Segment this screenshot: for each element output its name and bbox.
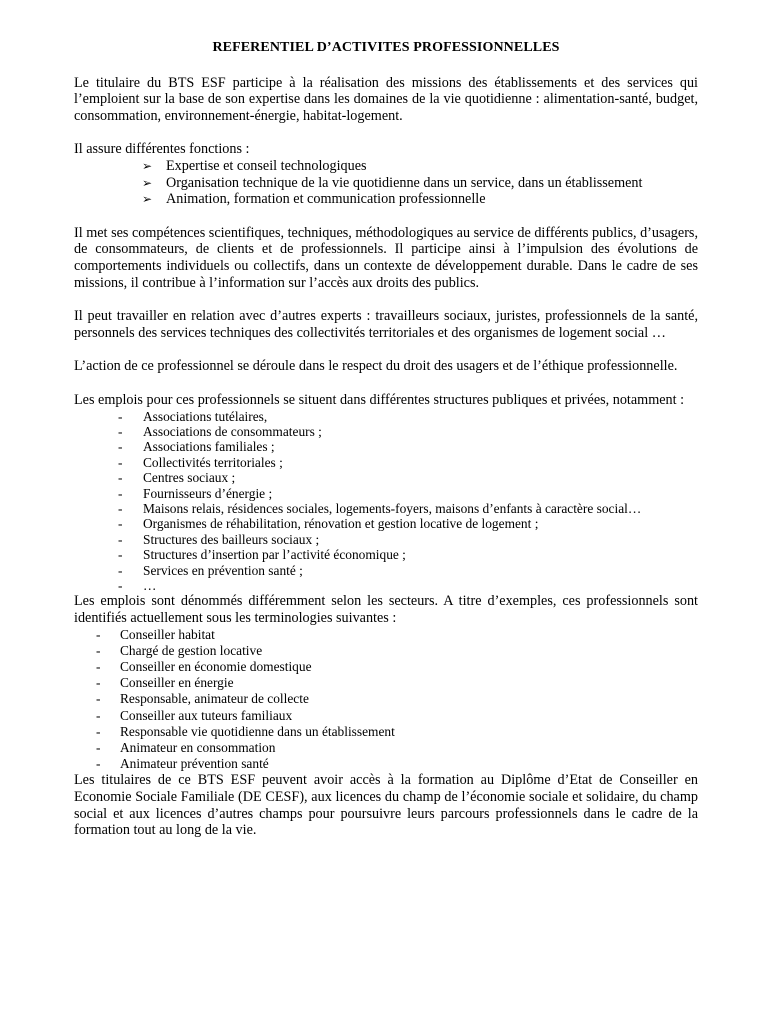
dash-bullet-icon: -	[118, 408, 123, 424]
structure-label: …	[143, 577, 157, 593]
structure-label: Associations familiales ;	[143, 439, 275, 455]
list-item	[74, 659, 698, 675]
arrow-bullet-icon: ➢	[142, 175, 153, 190]
functions-list	[74, 158, 698, 208]
job-label: Chargé de gestion locative	[120, 642, 263, 658]
list-item	[74, 424, 698, 439]
list-item	[74, 486, 698, 501]
structures-list	[74, 409, 698, 594]
dash-bullet-icon: -	[96, 707, 101, 723]
list-item	[74, 708, 698, 724]
intro-paragraph: Le titulaire du BTS ESF participe à la réalisation des missions des établissements et des services qui l’emploient sur la base de son expertise dans les domaines de la vie quotidienne : alimentation-santé, budget, consommation, environnement-énergie, habitat-logement.	[74, 74, 698, 124]
functions-label: Il assure différentes fonctions :	[74, 141, 250, 158]
job-label: Conseiller aux tuteurs familiaux	[120, 707, 293, 723]
dash-bullet-icon: -	[118, 485, 123, 501]
dash-bullet-icon: -	[118, 531, 123, 547]
document-page	[74, 40, 698, 856]
dash-bullet-icon: -	[96, 739, 101, 755]
dash-bullet-icon: -	[96, 642, 101, 658]
dash-bullet-icon: -	[118, 516, 123, 532]
dash-bullet-icon: -	[96, 626, 101, 642]
dash-bullet-icon: -	[96, 756, 101, 772]
list-item	[142, 158, 698, 175]
arrow-bullet-icon: ➢	[142, 158, 153, 173]
dash-bullet-icon: -	[118, 439, 123, 455]
dash-bullet-icon: -	[96, 675, 101, 691]
list-item	[74, 691, 698, 707]
list-item	[74, 547, 698, 562]
list-item	[74, 501, 698, 516]
dash-bullet-icon: -	[118, 500, 123, 516]
structure-label: Associations tutélaires,	[143, 408, 268, 424]
structure-label: Maisons relais, résidences sociales, logements-foyers, maisons d’enfants à caractère social…	[143, 500, 642, 516]
list-item	[74, 724, 698, 740]
dash-bullet-icon: -	[118, 470, 123, 486]
list-item	[74, 756, 698, 772]
function-label: Expertise et conseil technologiques	[166, 157, 367, 174]
denominations-paragraph: Les emplois sont dénommés différemment selon les secteurs. A titre d’exemples, ces professionnels sont identifiés actuellement sous les terminologies suivantes :	[74, 593, 698, 626]
list-item	[74, 578, 698, 593]
competences-paragraph: Il met ses compétences scientifiques, techniques, méthodologiques au service de différents publics, d’usagers, de consommateurs, de clients et de professionnels. Il participe ainsi à l’impulsion des évolutions de comportements individuels ou collectifs, dans un contexte de développement durable. Dans le cadre de ses missions, il contribue à l’information sur l’accès aux droits des publics.	[74, 224, 698, 291]
job-label: Animateur en consommation	[120, 739, 276, 755]
list-item	[74, 532, 698, 547]
structure-label: Associations de consommateurs ;	[143, 423, 322, 439]
list-item	[74, 627, 698, 643]
job-label: Conseiller habitat	[120, 626, 215, 642]
list-item	[142, 175, 698, 192]
function-label: Animation, formation et communication professionnelle	[166, 191, 486, 208]
list-item	[74, 409, 698, 424]
structure-label: Centres sociaux ;	[143, 470, 236, 486]
list-item	[74, 439, 698, 454]
job-label: Responsable, animateur de collecte	[120, 691, 309, 707]
document-title: REFERENTIEL D’ACTIVITES PROFESSIONNELLES	[212, 40, 560, 55]
function-label: Organisation technique de la vie quotidienne dans un service, dans un établissement	[166, 174, 643, 191]
job-label: Responsable vie quotidienne dans un établissement	[120, 723, 395, 739]
structures-intro-paragraph: Les emplois pour ces professionnels se situent dans différentes structures publiques et privées, notamment :	[74, 391, 685, 408]
action-paragraph: L’action de ce professionnel se déroule dans le respect du droit des usagers et de l’éthique professionnelle.	[74, 358, 678, 375]
dash-bullet-icon: -	[118, 423, 123, 439]
structure-label: Structures d’insertion par l’activité économique ;	[143, 547, 406, 563]
dash-bullet-icon: -	[96, 658, 101, 674]
dash-bullet-icon: -	[96, 723, 101, 739]
list-item	[74, 675, 698, 691]
jobs-list	[74, 627, 698, 773]
list-item	[74, 516, 698, 531]
list-item	[74, 455, 698, 470]
dash-bullet-icon: -	[118, 547, 123, 563]
list-item	[74, 470, 698, 485]
structure-label: Collectivités territoriales ;	[143, 454, 283, 470]
list-item	[74, 740, 698, 756]
list-item	[142, 191, 698, 208]
list-item	[74, 563, 698, 578]
dash-bullet-icon: -	[118, 577, 123, 593]
job-label: Animateur prévention santé	[120, 756, 269, 772]
structure-label: Services en prévention santé ;	[143, 562, 303, 578]
structure-label: Fournisseurs d’énergie ;	[143, 485, 273, 501]
arrow-bullet-icon: ➢	[142, 192, 153, 207]
dash-bullet-icon: -	[96, 691, 101, 707]
job-label: Conseiller en énergie	[120, 675, 234, 691]
formation-paragraph: Les titulaires de ce BTS ESF peuvent avoir accès à la formation au Diplôme d’Etat de Conseiller en Economie Sociale Familiale (DE CESF), aux licences du champ de l’économie sociale et solidaire, du champ social et aux licences d’autres champs pour poursuivre leurs parcours professionnels dans le cadre de la formation tout au long de la vie.	[74, 772, 698, 839]
dash-bullet-icon: -	[118, 562, 123, 578]
dash-bullet-icon: -	[118, 454, 123, 470]
job-label: Conseiller en économie domestique	[120, 658, 312, 674]
structure-label: Organismes de réhabilitation, rénovation et gestion locative de logement ;	[143, 516, 539, 532]
structure-label: Structures des bailleurs sociaux ;	[143, 531, 320, 547]
list-item	[74, 643, 698, 659]
experts-paragraph: Il peut travailler en relation avec d’autres experts : travailleurs sociaux, juristes, professionnels de la santé, personnels des services techniques des collectivités territoriales et des organismes de logement social …	[74, 308, 698, 341]
